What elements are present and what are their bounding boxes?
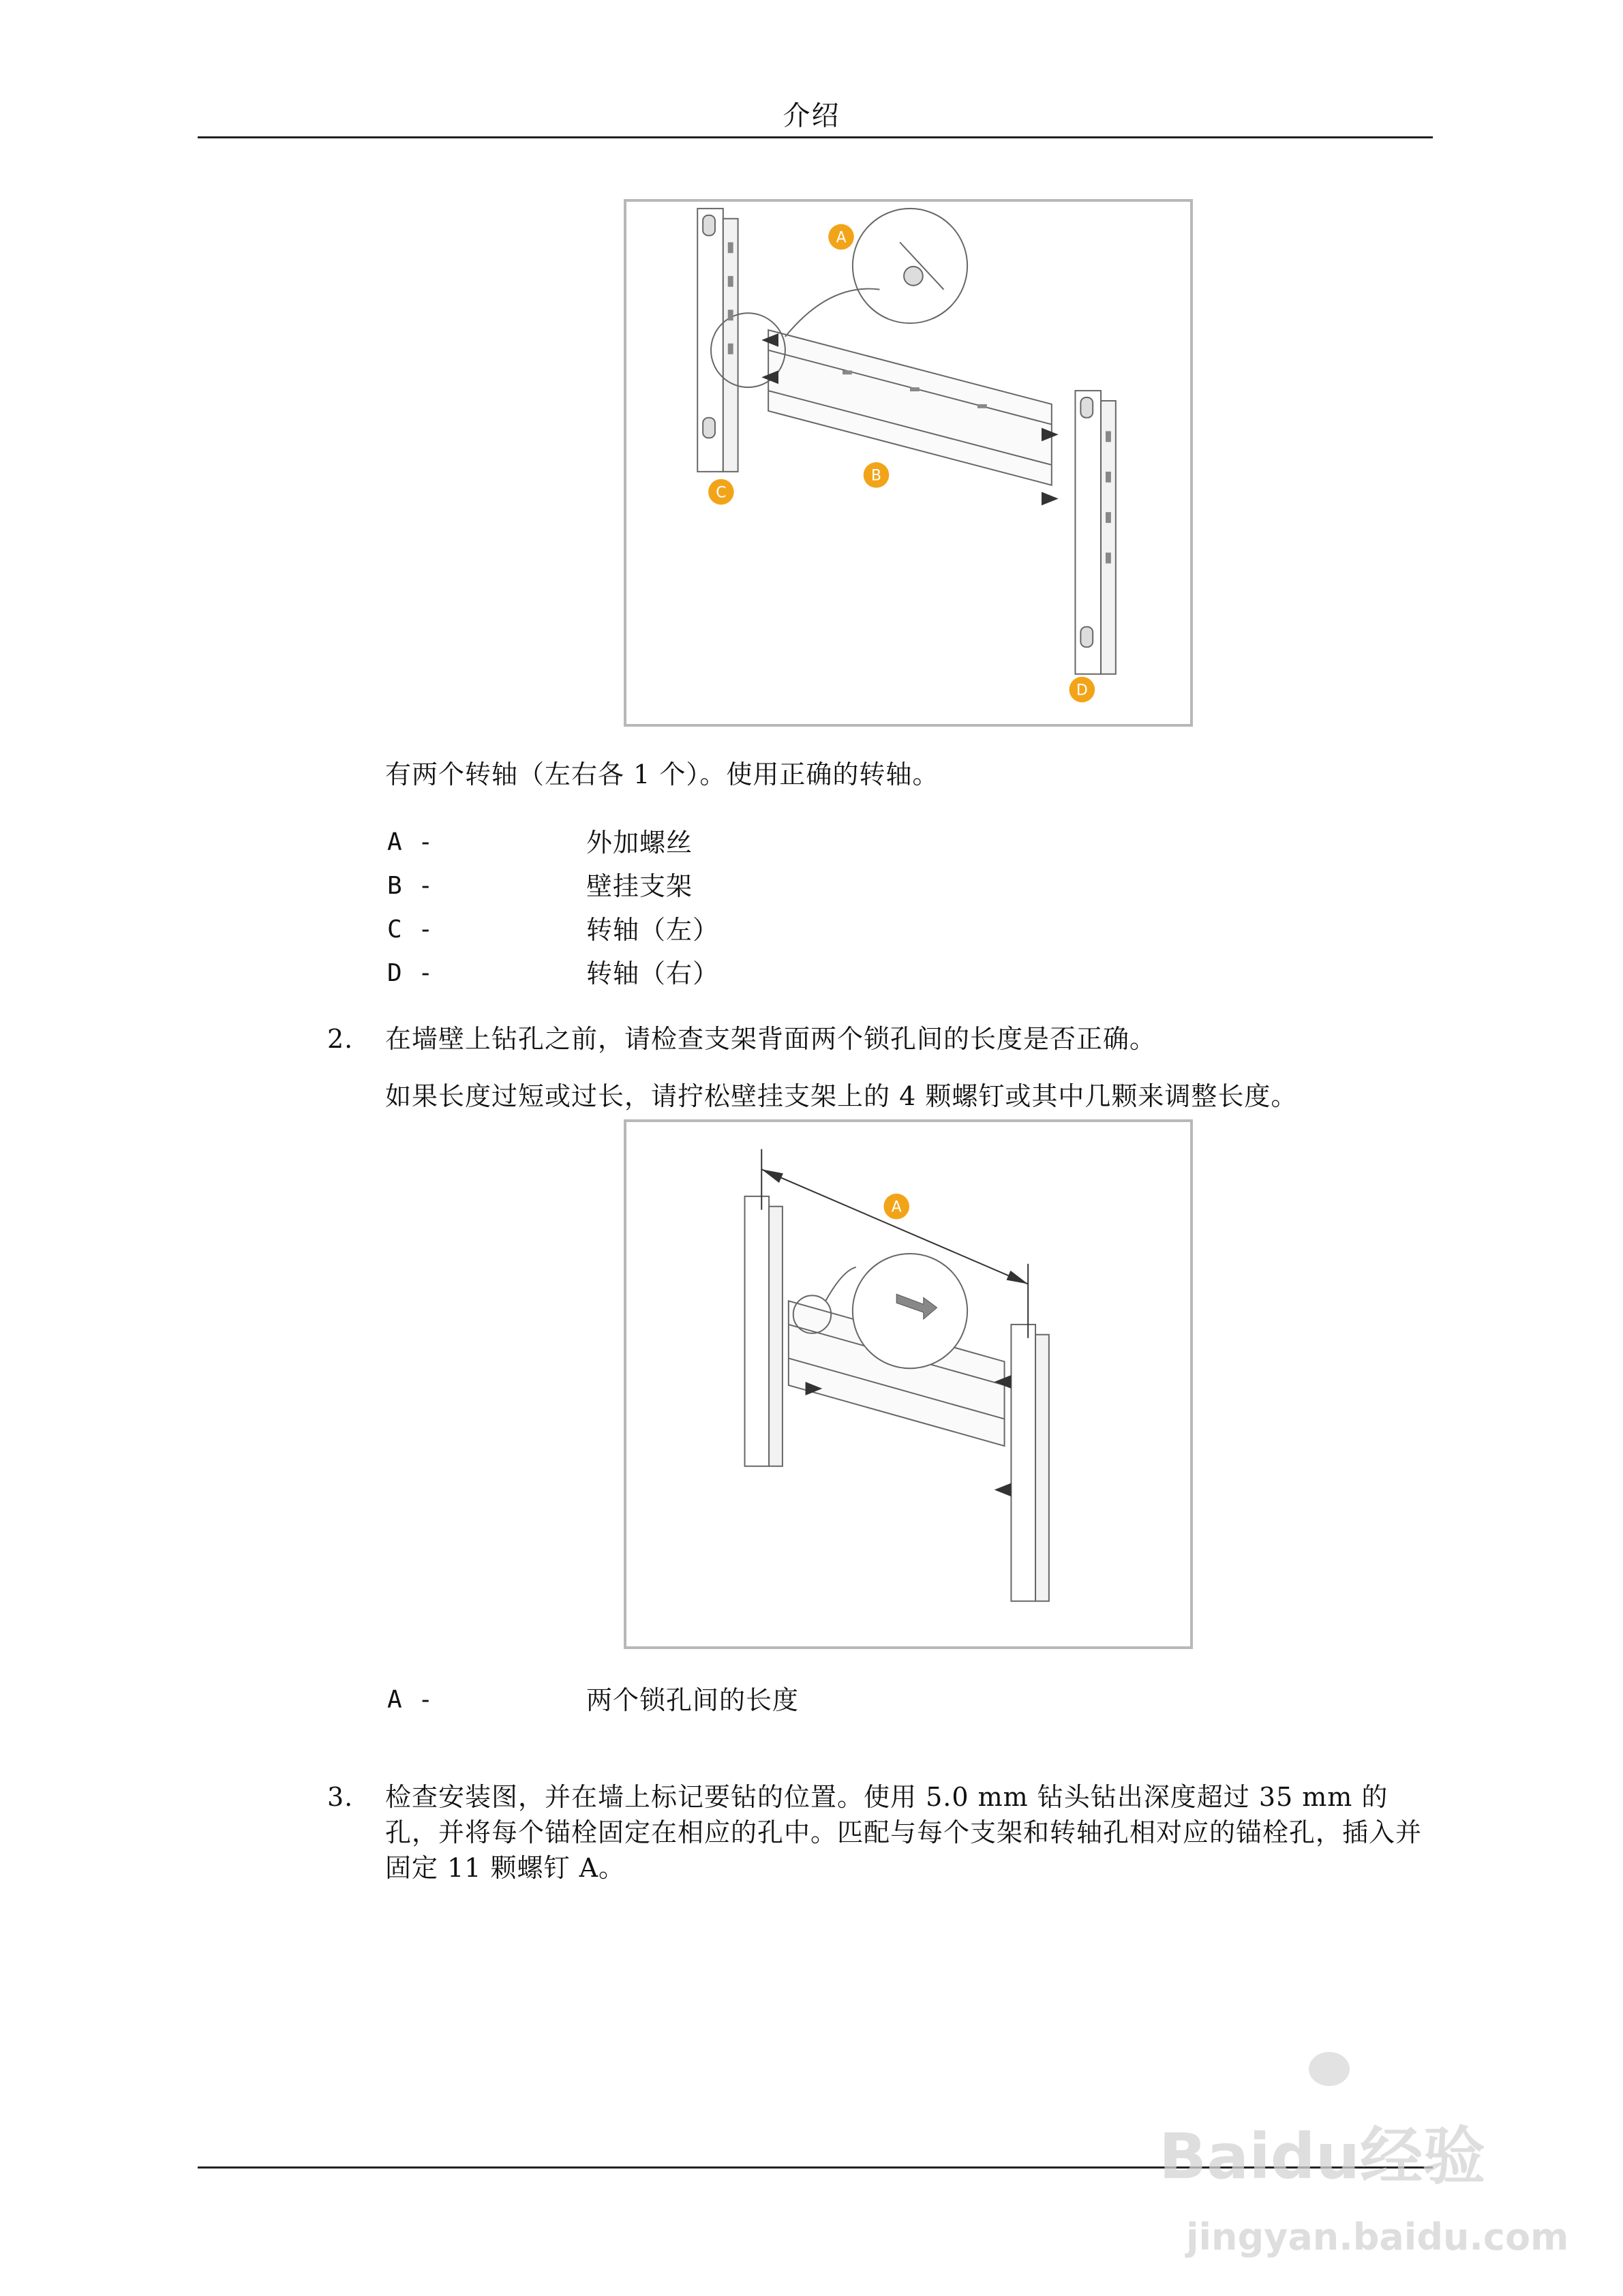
legend-key: B - xyxy=(387,872,434,900)
wall-bracket xyxy=(768,330,1052,485)
arrow-icon xyxy=(1042,492,1059,506)
right-rail xyxy=(1011,1325,1035,1601)
step3-text: 检查安装图，并在墙上标记要钻的位置。使用 5.0 mm 钻头钻出深度超过 35 mm 的孔，并将每个锚栓固定在相应的孔中。匹配与每个支架和转轴孔相对应的锚栓孔，插入并固定 11 颗螺钉 A。 xyxy=(385,1782,1423,1883)
callout-a-label: A xyxy=(836,229,847,247)
figure-wall-mount-assembly xyxy=(624,199,1193,727)
legend-key: A - xyxy=(387,828,434,856)
legend-key: A - xyxy=(387,1686,434,1714)
page-title: 介绍 xyxy=(783,100,840,132)
header-rule xyxy=(198,136,1433,138)
callout-a-label: A xyxy=(891,1198,902,1216)
watermark-url: jingyan.baidu.com xyxy=(1186,2216,1569,2259)
paw-icon xyxy=(1309,2052,1350,2086)
wall-mount-diagram xyxy=(626,202,1190,724)
callout-c-label: C xyxy=(716,484,727,502)
legend-value: 转轴（左） xyxy=(586,915,720,945)
legend-value: 壁挂支架 xyxy=(586,871,693,901)
legend-key: C - xyxy=(387,916,434,943)
left-rail xyxy=(744,1196,769,1466)
step2-text: 在墙壁上钻孔之前，请检查支架背面两个锁孔间的长度是否正确。 xyxy=(385,1024,1157,1054)
legend-value: 两个锁孔间的长度 xyxy=(586,1685,800,1715)
step-number: 3. xyxy=(327,1782,354,1812)
step2-note: 如果长度过短或过长，请拧松壁挂支架上的 4 颗螺钉或其中几颗来调整长度。 xyxy=(385,1081,1298,1111)
watermark-logo: Baidu经验 xyxy=(1159,2120,1486,2193)
callout-b-label: B xyxy=(871,467,881,485)
legend-key: D - xyxy=(387,959,434,987)
legend-value: 转轴（右） xyxy=(586,958,720,988)
figure-keyhole-distance xyxy=(624,1119,1193,1649)
legend-value: 外加螺丝 xyxy=(586,828,693,858)
keyhole-distance-diagram xyxy=(626,1122,1190,1646)
step-number: 2. xyxy=(327,1024,354,1054)
figure1-caption: 有两个转轴（左右各 1 个）。使用正确的转轴。 xyxy=(385,759,939,789)
callout-d-label: D xyxy=(1076,682,1088,699)
